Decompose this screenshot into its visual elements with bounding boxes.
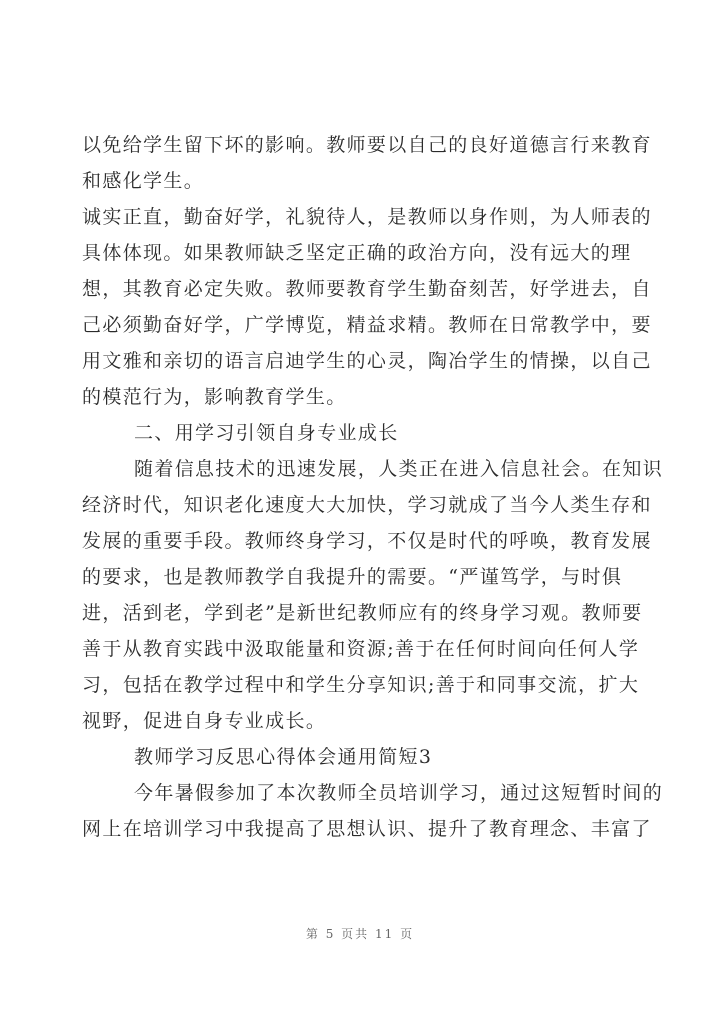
text-line: 的模范行为，影响教育学生。 bbox=[82, 386, 347, 408]
text-line: 善于从教育实践中汲取能量和资源;善于在任何时间向任何人学 bbox=[82, 638, 640, 660]
text-line: 发展的重要手段。教师终身学习，不仅是时代的呼唤，教育发展 bbox=[82, 530, 652, 552]
text-line: 诚实正直，勤奋好学，礼貌待人，是教师以身作则，为人师表的 bbox=[82, 206, 652, 228]
text-line: 用文雅和亲切的语言启迪学生的心灵，陶冶学生的情操，以自己 bbox=[82, 350, 652, 372]
text-line: 具体体现。如果教师缺乏坚定正确的政治方向，没有远大的理 bbox=[82, 242, 632, 264]
text-line: 经济时代，知识老化速度大大加快，学习就成了当今人类生存和 bbox=[82, 494, 652, 516]
text-line: 教师学习反思心得体会通用简短3 bbox=[134, 746, 433, 768]
document-body bbox=[82, 127, 664, 847]
text-line: 以免给学生留下坏的影响。教师要以自己的良好道德言行来教育 bbox=[82, 134, 652, 156]
text-line: 己必须勤奋好学，广学博览，精益求精。教师在日常教学中，要 bbox=[82, 314, 652, 336]
page-footer: 第 5 页共 11 页 bbox=[305, 927, 415, 941]
text-line: 随着信息技术的迅速发展，人类正在进入信息社会。在知识 bbox=[134, 458, 664, 480]
text-line: 想，其教育必定失败。教师要教育学生勤奋刻苦，好学进去，自 bbox=[82, 278, 652, 300]
text-line: 今年暑假参加了本次教师全员培训学习，通过这短暂时间的 bbox=[134, 782, 664, 804]
text-line: 习，包括在教学过程中和学生分享知识;善于和同事交流，扩大 bbox=[82, 674, 640, 696]
text-line: 二、用学习引领自身专业成长 bbox=[134, 422, 399, 444]
text-line: 进，活到老，学到老”是新世纪教师应有的终身学习观。教师要 bbox=[82, 602, 643, 624]
text-line: 和感化学生。 bbox=[82, 170, 205, 192]
text-line: 的要求，也是教师教学自我提升的需要。“严谨笃学，与时俱 bbox=[82, 566, 623, 588]
text-line: 网上在培训学习中我提高了思想认识、提升了教育理念、丰富了 bbox=[82, 818, 652, 840]
text-line: 视野，促进自身专业成长。 bbox=[82, 710, 327, 732]
